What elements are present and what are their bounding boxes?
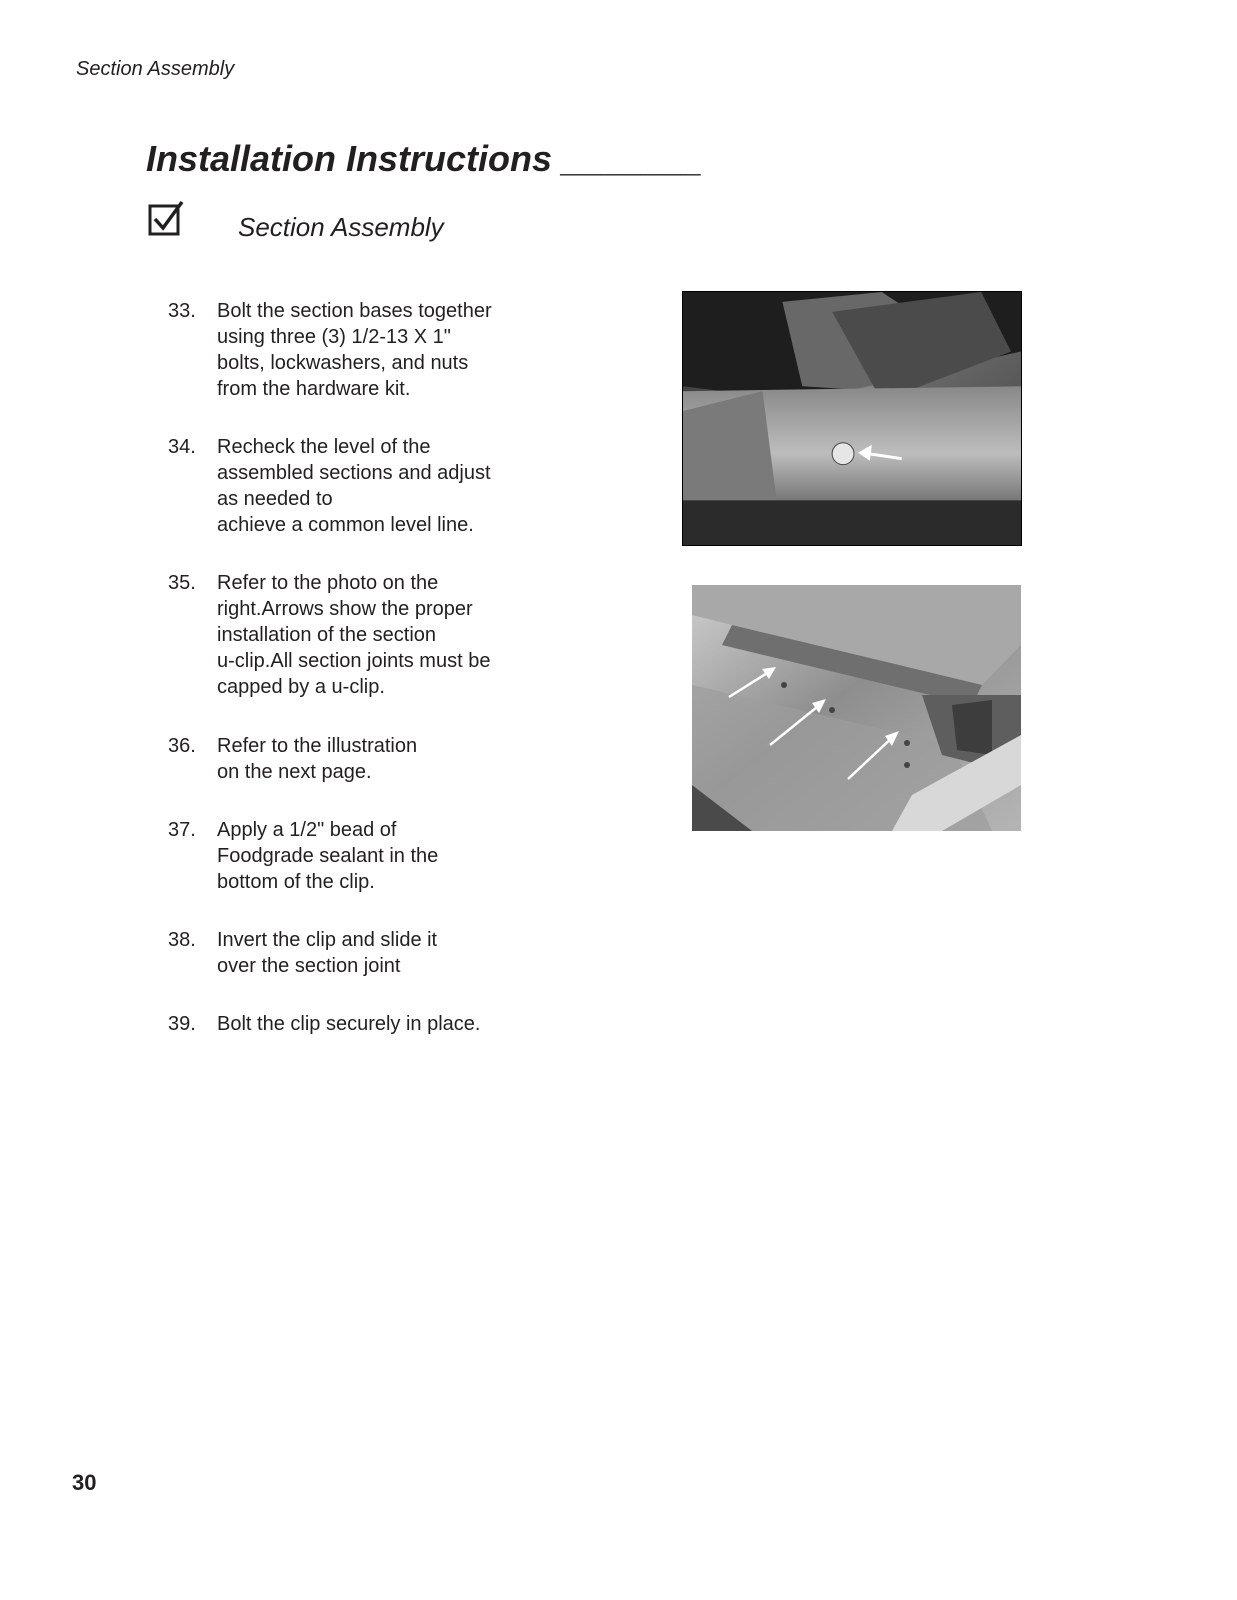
step-33 — [168, 298, 568, 402]
step-text-line: assembled sections and adjust — [217, 462, 491, 484]
step-text-line: Foodgrade sealant in the — [217, 845, 439, 867]
step-39 — [168, 1011, 568, 1037]
page-number: 30 — [72, 1470, 97, 1495]
step-number: 39. — [168, 1013, 196, 1035]
step-text-line: as needed to — [217, 488, 333, 510]
step-number: 36. — [168, 735, 196, 757]
step-text-line: Invert the clip and slide it — [217, 929, 438, 951]
step-text-line: from the hardware kit. — [217, 378, 411, 400]
step-text-line: over the section joint — [217, 955, 401, 977]
running-header: Section Assembly — [76, 58, 235, 80]
step-text-line: Refer to the photo on the — [217, 572, 439, 594]
step-text-line: right.Arrows show the proper — [217, 598, 473, 620]
step-text-line: Recheck the level of the — [217, 436, 431, 458]
step-text-line: achieve a common level line. — [217, 514, 474, 536]
step-number: 34. — [168, 436, 196, 458]
step-text-line: Bolt the clip securely in place. — [217, 1013, 481, 1035]
step-text-line: Apply a 1/2" bead of — [217, 819, 397, 841]
step-35 — [168, 570, 568, 700]
section-subtitle: Section Assembly — [238, 212, 444, 242]
step-number: 33. — [168, 300, 196, 322]
step-38 — [168, 927, 568, 979]
step-34 — [168, 434, 568, 538]
step-text-line: Bolt the section bases together — [217, 300, 492, 322]
step-text-line: Refer to the illustration — [217, 735, 418, 757]
page-title: Installation Instructions _______ — [146, 138, 703, 179]
step-number: 37. — [168, 819, 196, 841]
step-text-line: on the next page. — [217, 761, 372, 783]
step-text-line: bottom of the clip. — [217, 871, 375, 893]
step-text-line: bolts, lockwashers, and nuts — [217, 352, 469, 374]
step-37 — [168, 817, 568, 895]
step-number: 38. — [168, 929, 196, 951]
checkbox-checked-icon — [148, 200, 186, 238]
step-text-line: u-clip.All section joints must be — [217, 650, 491, 672]
photo-u-clip-installation — [692, 585, 1021, 831]
step-text-line: installation of the section — [217, 624, 437, 646]
step-text-line: capped by a u-clip. — [217, 676, 385, 698]
photo-section-base-bolt — [682, 291, 1022, 546]
step-text-line: using three (3) 1/2-13 X 1" — [217, 326, 451, 348]
step-number: 35. — [168, 572, 196, 594]
step-36 — [168, 733, 568, 785]
